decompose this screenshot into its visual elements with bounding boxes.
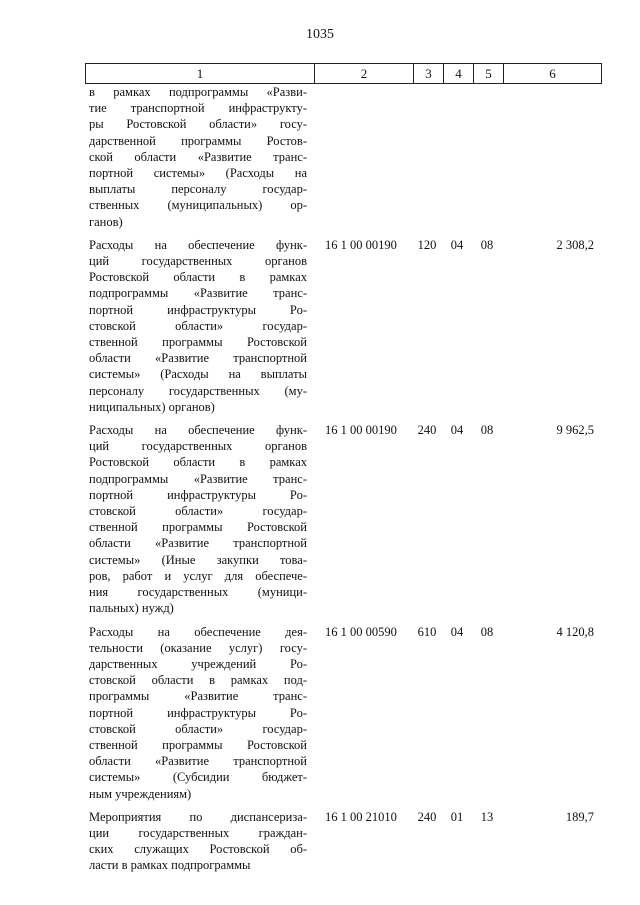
row-vr: 610 bbox=[417, 624, 437, 639]
row-sum: 2 308,2 bbox=[556, 237, 594, 252]
description-line: Ростовской области в рамках bbox=[89, 455, 307, 470]
description-line: стовской области в рамках под- bbox=[89, 673, 307, 688]
header-col-1: 1 bbox=[196, 65, 204, 81]
row-spacer bbox=[85, 802, 602, 809]
header-col-4: 4 bbox=[443, 64, 473, 83]
row-sum: 4 120,8 bbox=[556, 624, 594, 639]
row-code: 16 1 00 00190 bbox=[325, 423, 397, 438]
description-line: тие транспортной инфраструкту- bbox=[89, 101, 307, 116]
row-rz: 01 bbox=[450, 809, 464, 824]
description-line: Расходы на обеспечение функ- bbox=[89, 237, 307, 252]
header-col-3: 3 bbox=[413, 64, 443, 83]
description-line: области «Развитие транспортной bbox=[89, 351, 307, 366]
description-line: области «Развитие транспортной bbox=[89, 536, 307, 551]
description-line: системы» (Субсидии бюджет- bbox=[89, 770, 307, 785]
description-line: системы» (Расходы на выплаты bbox=[89, 367, 307, 382]
description-line: выплаты персоналу государ- bbox=[89, 182, 307, 197]
row-description bbox=[85, 624, 313, 802]
description-line: стовской области» государ- bbox=[89, 721, 307, 736]
description-line: ным учреждениям) bbox=[89, 786, 192, 801]
description-line: ственной программы Ростовской bbox=[89, 335, 307, 350]
description-line: стовской области» государ- bbox=[89, 318, 307, 333]
row-pr: 08 bbox=[480, 237, 494, 252]
row-pr: 08 bbox=[480, 423, 494, 438]
row-spacer bbox=[85, 617, 602, 624]
table-header bbox=[85, 63, 602, 84]
table-row bbox=[85, 809, 602, 874]
row-code: 16 1 00 21010 bbox=[325, 809, 397, 824]
description-line: ственной программы Ростовской bbox=[89, 737, 307, 752]
row-code: 16 1 00 00590 bbox=[325, 624, 397, 639]
description-line: ров, работ и услуг для обеспече- bbox=[89, 568, 307, 583]
description-line: ской области «Развитие транс- bbox=[89, 149, 307, 164]
description-line: стовской области» государ- bbox=[89, 504, 307, 519]
description-line: ственной программы Ростовской bbox=[89, 520, 307, 535]
description-line: пальных) нужд) bbox=[89, 601, 174, 616]
description-line: ры Ростовской области» госу- bbox=[89, 117, 307, 132]
row-description bbox=[85, 237, 313, 415]
table-row bbox=[85, 237, 602, 415]
description-line: программы «Развитие транс- bbox=[89, 689, 307, 704]
description-line: портной инфраструктуры Ро- bbox=[89, 705, 307, 720]
page-number: 1035 bbox=[306, 27, 334, 42]
row-description bbox=[85, 84, 313, 230]
description-line: ласти в рамках подпрограммы bbox=[89, 858, 251, 873]
description-line: Расходы на обеспечение функ- bbox=[89, 423, 307, 438]
row-pr bbox=[472, 84, 502, 230]
description-line: тельности (оказание услуг) госу- bbox=[89, 640, 307, 655]
description-line: ственных (муниципальных) ор- bbox=[89, 198, 307, 213]
header-col-2: 2 bbox=[314, 64, 413, 83]
budget-table bbox=[85, 63, 602, 881]
row-code: 16 1 00 00190 bbox=[325, 237, 397, 252]
description-line: дарственной программы Ростов- bbox=[89, 133, 307, 148]
description-line: Ростовской области в рамках bbox=[89, 270, 307, 285]
description-line: подпрограммы «Развитие транс- bbox=[89, 471, 307, 486]
row-description bbox=[85, 809, 313, 874]
header-col-5: 5 bbox=[473, 64, 503, 83]
row-spacer bbox=[85, 230, 602, 237]
row-rz: 04 bbox=[450, 423, 464, 438]
description-line: ции государственных граждан- bbox=[89, 825, 307, 840]
row-vr bbox=[412, 84, 442, 230]
description-line: ций государственных органов bbox=[89, 254, 307, 269]
description-line: подпрограммы «Развитие транс- bbox=[89, 286, 307, 301]
row-rz: 04 bbox=[450, 624, 464, 639]
description-line: области «Развитие транспортной bbox=[89, 754, 307, 769]
row-spacer bbox=[85, 874, 602, 881]
row-vr: 120 bbox=[417, 237, 437, 252]
description-line: ганов) bbox=[89, 214, 123, 229]
row-sum: 189,7 bbox=[565, 809, 594, 824]
description-line: портной инфраструктуры Ро- bbox=[89, 302, 307, 317]
description-line: ния государственных (муници- bbox=[89, 585, 307, 600]
row-spacer bbox=[85, 415, 602, 422]
description-line: Мероприятия по диспансеризa- bbox=[89, 809, 307, 824]
table-row bbox=[85, 624, 602, 802]
description-line: персоналу государственных (му- bbox=[89, 383, 307, 398]
table-body bbox=[85, 84, 602, 881]
description-line: портной системы» (Расходы на bbox=[89, 166, 307, 181]
description-line: системы» (Иные закупки това- bbox=[89, 552, 307, 567]
description-line: ниципальных) органов) bbox=[89, 399, 215, 414]
row-pr: 08 bbox=[480, 624, 494, 639]
header-col-6: 6 bbox=[503, 64, 601, 83]
row-sum bbox=[502, 84, 600, 230]
table-row bbox=[85, 84, 602, 230]
description-line: Расходы на обеспечение дея- bbox=[89, 624, 307, 639]
row-description bbox=[85, 422, 313, 616]
description-line: дарственных учреждений Ро- bbox=[89, 656, 307, 671]
row-rz bbox=[442, 84, 472, 230]
row-vr: 240 bbox=[417, 423, 437, 438]
row-code bbox=[313, 84, 412, 230]
description-line: ций государственных органов bbox=[89, 439, 307, 454]
row-sum: 9 962,5 bbox=[556, 423, 594, 438]
description-line: в рамках подпрограммы «Разви- bbox=[89, 85, 307, 99]
row-pr: 13 bbox=[480, 809, 494, 824]
description-line: портной инфраструктуры Ро- bbox=[89, 487, 307, 502]
row-vr: 240 bbox=[417, 809, 437, 824]
table-row bbox=[85, 422, 602, 616]
description-line: ских служащих Ростовской об- bbox=[89, 842, 307, 857]
row-rz: 04 bbox=[450, 237, 464, 252]
